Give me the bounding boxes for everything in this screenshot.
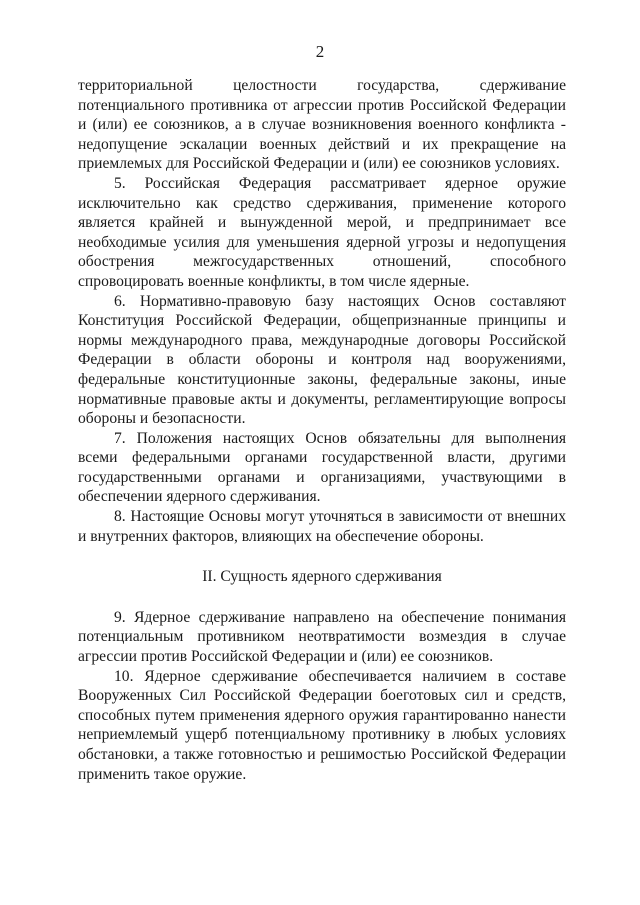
paragraph-8: 8. Настоящие Основы могут уточняться в зависимости от внешних и внутренних факторов, влияющих на обеспечение обороны.: [78, 508, 566, 545]
paragraph-7: 7. Положения настоящих Основ обязательны для выполнения всеми федеральными органами государственной власти, другими государственными органами и организациями, участвующими в обеспечении ядерного сдерживания.: [78, 429, 566, 506]
paragraph-continuation: территориальной целостности государства, сдерживание потенциального противника от агрессии против Российской Федерации и (или) ее союзников, а в случае возникновения военного конфликта - недопущение эскалации военных действий и их прекращение на приемлемых для Российской Федерации и (или) ее союзников условиях.: [78, 77, 566, 173]
paragraph-6: 6. Нормативно-правовую базу настоящих Основ составляют Конституция Российской Федерации, общепризнанные принципы и нормы международного права, международные договоры Российской Федерации в области обороны и контроля над вооружениями, федеральные конституционные законы, федеральные законы, иные нормативные правовые акты и документы, регламентирующие вопросы обороны и безопасности.: [78, 292, 566, 428]
paragraph-5: 5. Российская Федерация рассматривает ядерное оружие исключительно как средство сдерживания, применение которого является крайней и вынужденной мерой, и предпринимает все необходимые усилия для уменьшения ядерной угрозы и недопущения обострения межгосударственных отношений, способного спровоцировать военные конфликты, в том числе ядерные.: [78, 174, 566, 290]
paragraph-9: 9. Ядерное сдерживание направлено на обеспечение понимания потенциальным противником неотвратимости возмездия в случае агрессии против Российской Федерации и (или) ее союзников.: [78, 608, 566, 666]
page-number: 2: [315, 42, 325, 61]
paragraph-10: 10. Ядерное сдерживание обеспечивается наличием в составе Вооруженных Сил Российской Федерации боеготовых сил и средств, способных путем применения ядерного оружия гарантированно нанести неприемлемый ущерб потенциальному противнику в любых условиях обстановки, а также готовностью и решимостью Российской Федерации применить такое оружие.: [78, 667, 566, 783]
section-heading: II. Сущность ядерного сдерживания: [202, 568, 442, 586]
document-body: [78, 76, 566, 784]
